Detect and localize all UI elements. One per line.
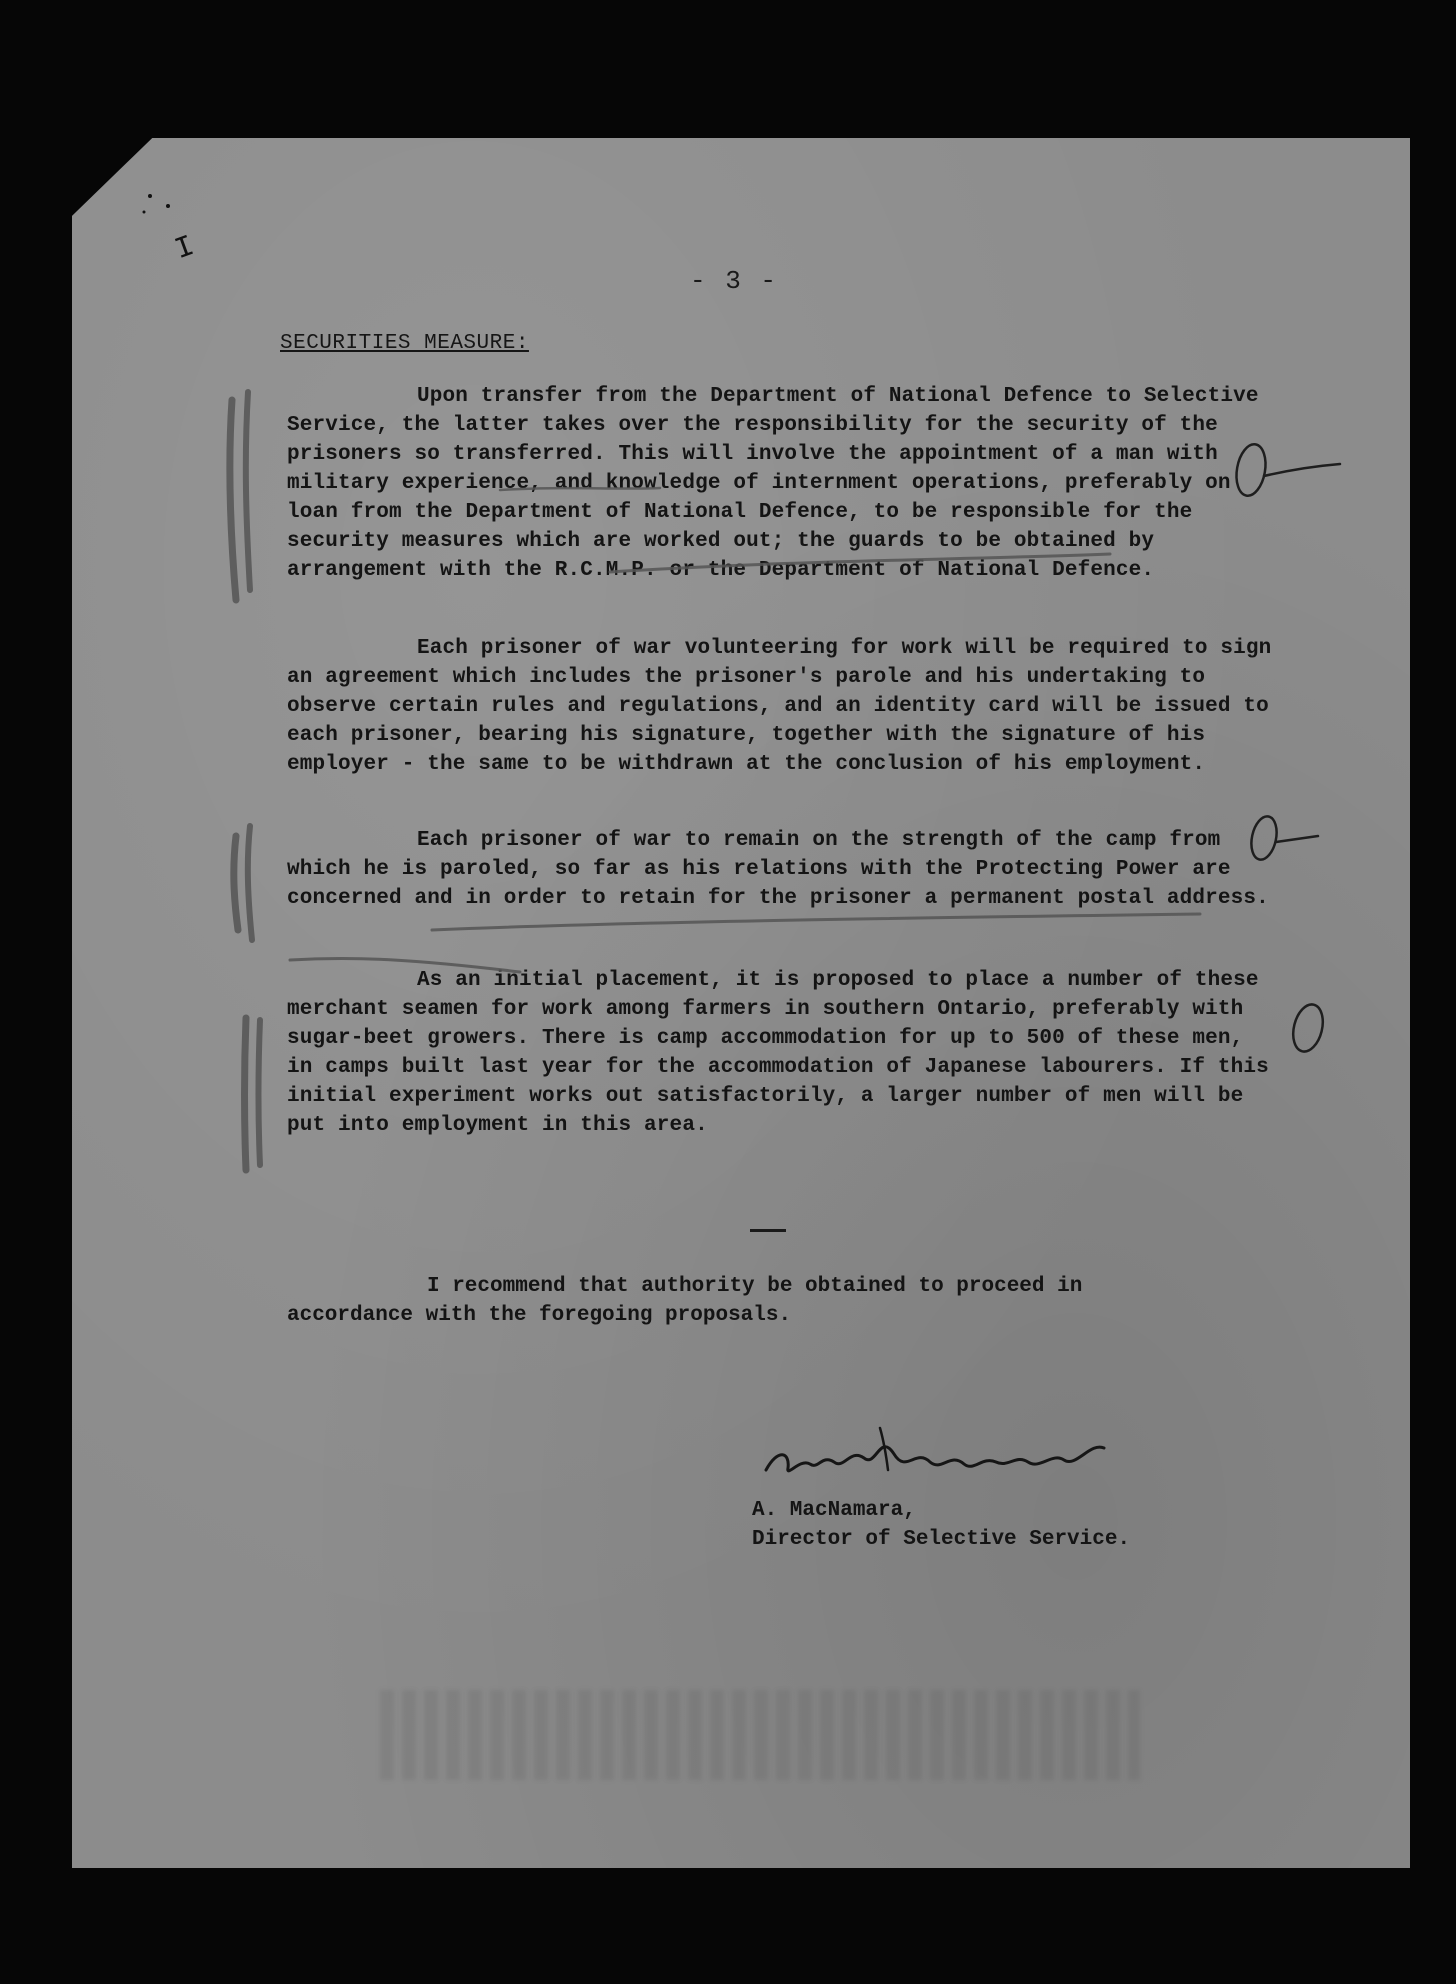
section-separator xyxy=(750,1229,786,1232)
signatory-title: Director of Selective Service. xyxy=(752,1528,1131,1551)
handwritten-signature xyxy=(760,1418,1150,1488)
signature-block xyxy=(752,1496,1130,1554)
reverse-side-bleed-through xyxy=(380,1690,1140,1780)
section-heading: SECURITIES MEASURE: xyxy=(280,332,529,355)
corner-mark: I xyxy=(170,229,200,269)
paragraph-camp-strength: Each prisoner of war to remain on the strength of the camp from which he is paroled, so far as his relations with the Protecting Power are concerned and in order to retain for the prisoner a permanent postal address. xyxy=(287,829,1269,910)
recommendation-paragraph: I recommend that authority be obtained to proceed in accordance with the foregoing proposals. xyxy=(287,1275,1083,1327)
page-number: - 3 - xyxy=(690,266,779,296)
paragraph-parole-agreement: Each prisoner of war volunteering for work will be required to sign an agreement which includes the prisoner's parole and his undertaking to observe certain rules and regulations, and an identity card will be issued to each prisoner, bearing his signature, together with the signature of his employer - the same to be withdrawn at the conclusion of his employment. xyxy=(287,637,1272,776)
paragraph-security-responsibility: Upon transfer from the Department of National Defence to Selective Service, the latter takes over the responsibility for the security of the prisoners so transferred. This will involve the appointment of a man with military experience, and knowledge of internment operations, preferably on loan from the Department of National Defence, to be responsible for the security measures which are worked out; the guards to be obtained by arrangement with the R.C.M.P. or the Department of National Defence. xyxy=(287,385,1259,582)
paragraph-initial-placement: As an initial placement, it is proposed to place a number of these merchant seamen for work among farmers in southern Ontario, preferably with sugar-beet growers. There is camp accommodation for up to 500 of these men, in camps built last year for the accommodation of Japanese labourers. If this initial experiment works out satisfactorily, a larger number of men will be put into employment in this area. xyxy=(287,969,1269,1137)
signatory-name: A. MacNamara, xyxy=(752,1499,916,1522)
